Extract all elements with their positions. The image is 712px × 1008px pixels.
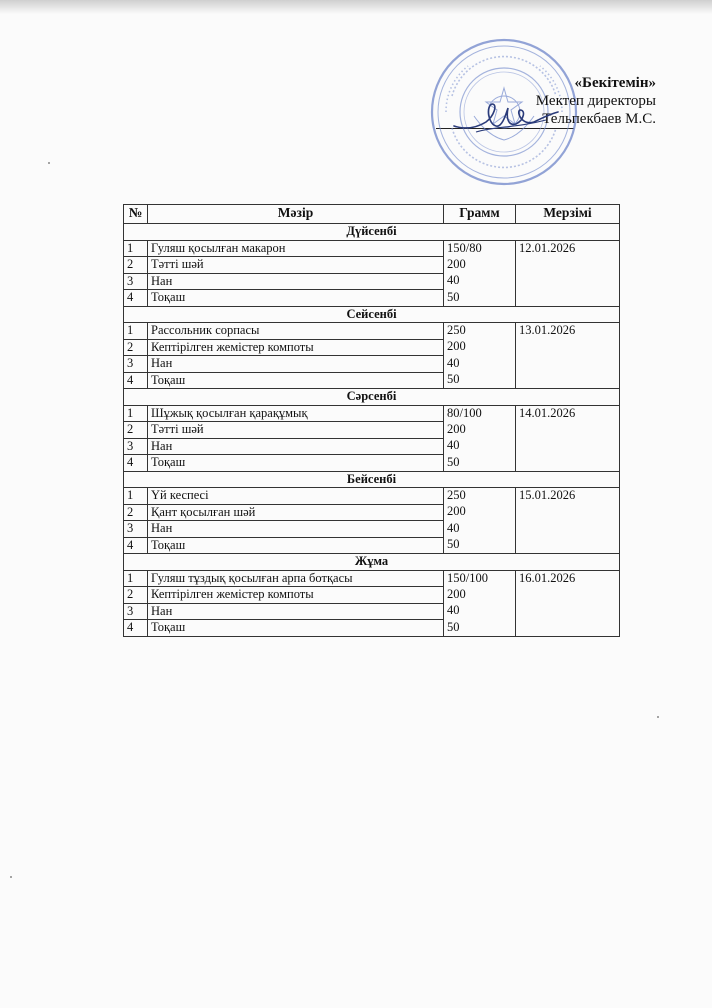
dish-name: Тоқаш	[148, 372, 444, 389]
day-header-row	[124, 554, 620, 571]
row-number: 1	[124, 570, 148, 587]
dish-name: Қант қосылған шәй	[148, 504, 444, 521]
row-number: 2	[124, 587, 148, 604]
dish-gram: 50	[444, 290, 516, 307]
dish-name: Тәтті шәй	[148, 422, 444, 439]
day-name: Бейсенбі	[124, 471, 620, 488]
director-signature	[446, 96, 566, 140]
dish-name: Тәтті шәй	[148, 257, 444, 274]
header-date: Мерзімі	[516, 205, 620, 224]
table-row	[124, 323, 620, 340]
dish-name: Нан	[148, 438, 444, 455]
serving-date: 15.01.2026	[516, 488, 620, 554]
serving-date: 12.01.2026	[516, 240, 620, 306]
row-number: 3	[124, 273, 148, 290]
row-number: 2	[124, 257, 148, 274]
row-number: 4	[124, 455, 148, 472]
dish-gram: 250	[444, 323, 516, 340]
dish-name: Тоқаш	[148, 537, 444, 554]
dish-gram: 40	[444, 603, 516, 620]
dish-name: Тоқаш	[148, 290, 444, 307]
dish-gram: 200	[444, 257, 516, 274]
dish-name: Нан	[148, 273, 444, 290]
approval-position: Мектеп директоры	[535, 93, 656, 109]
dish-name: Нан	[148, 356, 444, 373]
day-name: Сейсенбі	[124, 306, 620, 323]
dish-name: Нан	[148, 603, 444, 620]
dish-name: Шұжық қосылған қарақұмық	[148, 405, 444, 422]
row-number: 4	[124, 372, 148, 389]
day-header-row	[124, 306, 620, 323]
day-header-row	[124, 389, 620, 406]
table-row	[124, 405, 620, 422]
row-number: 2	[124, 339, 148, 356]
dish-gram: 40	[444, 521, 516, 538]
serving-date: 13.01.2026	[516, 323, 620, 389]
row-number: 2	[124, 422, 148, 439]
menu-table-body	[124, 224, 620, 637]
row-number: 3	[124, 438, 148, 455]
day-header-row	[124, 224, 620, 241]
scan-top-edge	[0, 0, 712, 14]
row-number: 1	[124, 488, 148, 505]
day-name: Дүйсенбі	[124, 224, 620, 241]
row-number: 1	[124, 323, 148, 340]
dish-name: Гуляш қосылған макарон	[148, 240, 444, 257]
row-number: 4	[124, 537, 148, 554]
dish-gram: 250	[444, 488, 516, 505]
table-row	[124, 570, 620, 587]
table-row	[124, 488, 620, 505]
row-number: 3	[124, 521, 148, 538]
dish-gram: 150/80	[444, 240, 516, 257]
dish-gram: 50	[444, 620, 516, 637]
dish-name: Үй кеспесі	[148, 488, 444, 505]
scan-speck	[10, 876, 12, 878]
row-number: 4	[124, 290, 148, 307]
header-gram: Грамм	[444, 205, 516, 224]
dish-gram: 40	[444, 273, 516, 290]
dish-name: Кептірілген жемістер компоты	[148, 339, 444, 356]
dish-name: Тоқаш	[148, 455, 444, 472]
dish-name: Тоқаш	[148, 620, 444, 637]
row-number: 2	[124, 504, 148, 521]
dish-name: Кептірілген жемістер компоты	[148, 587, 444, 604]
dish-name: Рассольник сорпасы	[148, 323, 444, 340]
day-name: Сәрсенбі	[124, 389, 620, 406]
dish-gram: 150/100	[444, 570, 516, 587]
dish-gram: 40	[444, 356, 516, 373]
serving-date: 16.01.2026	[516, 570, 620, 636]
dish-gram: 50	[444, 372, 516, 389]
table-header-row	[124, 205, 620, 224]
header-dish: Мәзір	[148, 205, 444, 224]
day-header-row	[124, 471, 620, 488]
row-number: 1	[124, 240, 148, 257]
row-number: 1	[124, 405, 148, 422]
approval-title: «Бекітемін»	[574, 75, 656, 91]
day-name: Жұма	[124, 554, 620, 571]
dish-gram: 200	[444, 339, 516, 356]
dish-gram: 40	[444, 438, 516, 455]
scan-speck	[657, 716, 659, 718]
row-number: 3	[124, 356, 148, 373]
serving-date: 14.01.2026	[516, 405, 620, 471]
dish-gram: 80/100	[444, 405, 516, 422]
table-row	[124, 240, 620, 257]
header-number: №	[124, 205, 148, 224]
row-number: 3	[124, 603, 148, 620]
dish-gram: 200	[444, 587, 516, 604]
row-number: 4	[124, 620, 148, 637]
menu-table	[123, 204, 620, 637]
approval-name: Тельпекбаев М.С.	[542, 111, 656, 127]
dish-name: Гуляш тұздық қосылған арпа ботқасы	[148, 570, 444, 587]
dish-gram: 50	[444, 537, 516, 554]
dish-gram: 50	[444, 455, 516, 472]
dish-gram: 200	[444, 422, 516, 439]
dish-name: Нан	[148, 521, 444, 538]
dish-gram: 200	[444, 504, 516, 521]
scan-speck	[48, 162, 50, 164]
